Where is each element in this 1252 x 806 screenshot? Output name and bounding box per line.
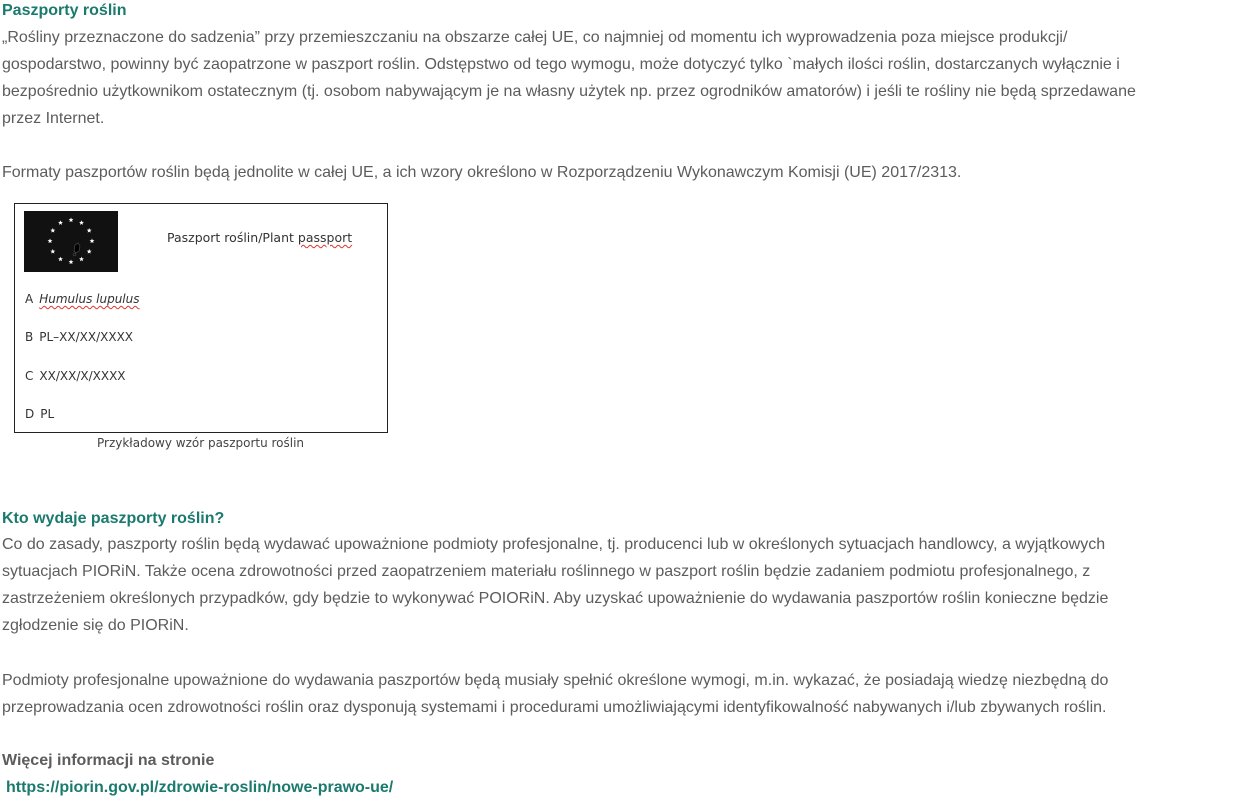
text-line: przez Internet. <box>2 110 105 127</box>
paragraph-passport-formats <box>2 159 1246 186</box>
eu-star-icon <box>69 259 74 264</box>
passport-row-c <box>25 369 126 383</box>
passport-row-a <box>25 292 140 306</box>
paragraph-plant-passports-intro <box>2 24 1246 132</box>
eu-star-icon <box>87 249 92 254</box>
eu-star-icon <box>50 228 55 233</box>
more-info-link[interactable]: https://piorin.gov.pl/zdrowie-roslin/nowe-prawo-ue/ <box>6 779 394 796</box>
passport-row-value: XX/XX/X/XXXX <box>39 369 126 383</box>
plant-passport-sample <box>14 203 388 433</box>
passport-row-letter: A <box>25 292 34 306</box>
passport-title-suffix: passport <box>297 230 353 245</box>
eu-star-icon <box>87 228 92 233</box>
more-info-label: Więcej informacji na stronie <box>2 752 215 769</box>
eu-star-icon <box>69 217 74 222</box>
text-line: „Rośliny przeznaczone do sadzenia” przy przemieszczaniu na obszarze całej UE, co najmniej od momentu ich wyprowadzenia poza miejsce produkcji/ <box>2 29 1068 46</box>
paragraph-requirements <box>2 667 1246 721</box>
eu-star-icon <box>50 249 55 254</box>
passport-row-value: PL <box>40 407 55 421</box>
text-line: zastrzeżeniem określonych przypadków, gdy będzie to wykonywać POIORiN. Aby uzyskać upoważnienie do wydawania paszportów roślin konieczne będzie <box>2 590 1109 607</box>
passport-sample-caption: Przykładowy wzór paszportu roślin <box>97 436 305 450</box>
paragraph-who-issues <box>2 531 1246 639</box>
eu-star-icon <box>48 238 53 243</box>
text-line: bezpośrednio użytkownikom ostatecznym (tj. osobom nabywającym je na własny użytek np. przez ogrodników amatorów) i jeśli te rośliny nie będą sprzedawane <box>2 83 1136 100</box>
passport-row-letter: B <box>25 330 34 344</box>
passport-row-value: PL–XX/XX/XXXX <box>39 330 134 344</box>
passport-title-prefix: Paszport roślin/Plant <box>167 230 298 245</box>
passport-row-value: Humulus lupulus <box>39 292 140 306</box>
eu-flag-icon <box>24 211 118 272</box>
text-line: zgłodzenie się do PIORiN. <box>2 617 189 634</box>
eu-star-icon <box>90 238 95 243</box>
passport-row-b <box>25 330 133 344</box>
passport-row-d <box>25 407 54 421</box>
passport-row-letter: D <box>25 407 35 421</box>
eu-star-icon <box>58 257 63 262</box>
passport-row-letter: C <box>25 369 34 383</box>
text-line: Formaty paszportów roślin będą jednolite w całej UE, a ich wzory określono w Rozporządzeniu Wykonawczym Komisji (UE) 2017/2313. <box>2 164 962 181</box>
text-line: sytuacjach PIORiN. Także ocena zdrowotności przed zaopatrzeniem materiału roślinnego w paszport roślin będzie zadaniem podmiotu profesjonalnego, z <box>2 563 1091 580</box>
eu-star-icon <box>58 220 63 225</box>
passport-title <box>167 230 352 245</box>
text-line: gospodarstwo, powinny być zaopatrzone w paszport roślin. Odstępstwo od tego wymogu, może dotyczyć tylko `małych ilości roślin, dostarczanych wyłącznie i <box>2 56 1120 73</box>
text-line: przeprowadzania ocen zdrowotności roślin oraz dysponują systemami i procedurami umożliwiającymi identyfikowalność nabywanych i/lub zbywanych roślin. <box>2 699 1107 716</box>
text-line: Co do zasady, paszporty roślin będą wydawać upoważnione podmioty profesjonalne, tj. producenci lub w określonych sytuacjach handlowcy, a wyjątkowych <box>2 536 1106 553</box>
eu-star-icon <box>79 220 84 225</box>
section-heading-who-issues: Kto wydaje paszporty roślin? <box>2 510 225 527</box>
text-line: Podmioty profesjonalne upoważnione do wydawania paszportów będą musiały spełnić określone wymogi, m.in. wykazać, że posiadają wiedzę niezbędną do <box>2 672 1109 689</box>
eu-star-icon <box>79 257 84 262</box>
section-heading-plant-passports: Paszporty roślin <box>2 2 127 19</box>
